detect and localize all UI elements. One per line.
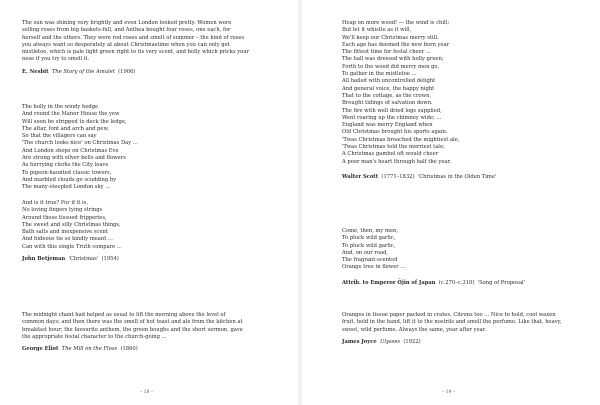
verse-line: So that the villagers can say — [22, 133, 97, 140]
author-name: Walter Scott — [342, 173, 379, 180]
work-title: 'Christmas in the Olden Time' — [417, 173, 497, 180]
verse-line: We'll keep our Christmas merry still. — [342, 34, 439, 41]
verse-line: Brought tidings of salvation down. — [342, 100, 433, 107]
work-title: Ulysses — [380, 338, 401, 345]
attribution — [342, 280, 587, 287]
work-year: (1906) — [118, 68, 136, 75]
right-page — [300, 0, 600, 405]
verse-line: The fragrant-scented — [342, 257, 398, 264]
verse-line: To gather in the mistletoe ... — [342, 71, 417, 78]
work-year: (1922) — [403, 338, 421, 345]
prose-line: you always want so desperately at about Christmastime when you can only get — [22, 41, 230, 48]
verse-line: The many-steepled London sky ... — [22, 184, 111, 191]
prose-line: The midnight chant had helped as usual to lift the morning above the level of — [22, 312, 226, 318]
author-dates: (1771–1832) — [381, 173, 415, 180]
verse-line: To pigeon-haunted classic towers, — [22, 169, 112, 176]
verse-line: Heap on more wood! — the wind is chill; — [342, 20, 450, 26]
verse-line: And marbled clouds go scudding by — [22, 176, 117, 183]
page-number: – 18 – — [140, 390, 154, 395]
eliot-excerpt — [22, 312, 284, 353]
work-year: (1954) — [101, 256, 119, 263]
verse-line: To pluck wild garlic, — [342, 235, 396, 242]
work-title: The Mill on the Floss — [61, 346, 118, 353]
attribution — [342, 339, 587, 346]
verse-line: Around those tissued fripperies, — [22, 214, 107, 221]
verse-line: 'Twas Christmas told the merriest tale; — [342, 144, 445, 151]
verse-line: And, on our road, — [342, 249, 389, 256]
verse-line: All hailed with uncontrolled delight — [342, 78, 436, 85]
verse-line: Old Christmas brought his sports again. — [342, 129, 448, 136]
verse-line: Each age has deemed the new born year — [342, 41, 450, 48]
attribution — [22, 256, 284, 263]
circa-mark: c. — [440, 279, 446, 286]
verse-line: England was merry England when — [342, 122, 433, 129]
verse-line: The fittest time for festal cheer ... — [342, 49, 431, 56]
author-name: E. Nesbit — [22, 68, 49, 75]
author-name: George Eliot — [22, 346, 59, 353]
prose-line: the appropriate festal character to the church-going ... — [22, 333, 167, 340]
verse-line: Went roaring up the chimney wide; ... — [342, 114, 442, 121]
verse-line: And hideous tie so kindly meant ... — [22, 236, 113, 243]
verse-line: No loving fingers tying strings — [22, 207, 103, 214]
author-dates: 270–c.310) — [445, 279, 475, 286]
verse-line: But let it whistle as it will, — [342, 27, 412, 34]
verse-line: The altar, font and arch and pew, — [22, 125, 109, 132]
verse-line: 'The church looks nice' on Christmas Day ... — [22, 140, 138, 147]
nesbit-excerpt — [22, 20, 284, 76]
verse-line: Come, then, my men, — [342, 228, 398, 234]
prose-line: common days; and then there was the smell of hot toast and ale from the kitchen at — [22, 319, 243, 326]
verse-line: To pluck wild garlic, — [342, 242, 396, 249]
verse-line: A poor man's heart through half the year. — [342, 158, 452, 165]
verse-line: Will soon be stripped to deck the ledge, — [22, 118, 127, 125]
verse-line: The holly in the windy hedge — [22, 104, 99, 110]
verse-line: Forth to the wood did merry men go, — [342, 63, 440, 70]
author-dates-prefix: ( — [438, 279, 441, 286]
verse-line: The sweet and silly Christmas things, — [22, 221, 121, 228]
verse-line: Can with this single Truth compare ... — [22, 243, 122, 250]
prose-line: fruit, hold in the hand, lift it to the nostrils and smell the perfume. Like that, heavy, — [342, 319, 562, 326]
prose-line: The sun was shining very brightly and even London looked pretty. Women were — [22, 20, 232, 26]
attribution — [342, 174, 587, 181]
attribution — [22, 346, 284, 353]
prose-line: selling roses from big baskets-full, and Anthea bought four roses, one each, for — [22, 27, 231, 34]
work-title: 'Christmas' — [68, 256, 99, 263]
verse-line: That to the cottage, as the crown, — [342, 92, 432, 99]
verse-line: Bath salts and inexpensive scent — [22, 229, 108, 236]
work-year: (1860) — [120, 346, 138, 353]
work-title: The Story of the Amulet — [51, 68, 115, 75]
verse-line: And general voice, the happy night — [342, 85, 435, 92]
verse-line: Are strung with silver bells and flowers — [22, 155, 126, 162]
verse-line: And round the Manor House the yew — [22, 111, 120, 118]
prose-line: mistletoe, which is pale light green right to its very scent, and holly which pricks your — [22, 49, 250, 56]
author-name: Attrib. to Emperor Ōjin of Japan — [342, 279, 436, 286]
verse-line: And London shops on Christmas Eve — [22, 147, 119, 154]
ojin-poem — [342, 228, 587, 287]
prose-line: Oranges in tissue paper packed in crates. Citrons too ... Nice to hold, cool waxen — [342, 312, 556, 318]
verse-line: The hall was dressed with holly green; — [342, 56, 444, 63]
scott-poem — [342, 20, 587, 181]
author-name: James Joyce — [342, 338, 377, 345]
verse-line: A Christmas gambol oft would cheer — [342, 151, 439, 158]
verse-line: The fire with well dried logs supplied, — [342, 107, 442, 114]
betjeman-stanza-2 — [22, 200, 284, 263]
verse-line: 'Twas Christmas broached the mightiest ale, — [342, 136, 460, 143]
verse-line: And is it true? For if it is, — [22, 200, 88, 206]
work-title: 'Song of Proposal' — [477, 279, 526, 286]
betjeman-stanza-1 — [22, 104, 284, 192]
page-number: – 19 – — [442, 390, 456, 395]
joyce-excerpt — [342, 312, 587, 346]
prose-line: sweet, wild perfume. Always the same, year after year. — [342, 326, 487, 333]
prose-line: breakfast hour; the favourite anthem, the green boughs and the short sermon, gave — [22, 326, 243, 333]
attribution — [22, 69, 284, 76]
verse-line: Orange tree in flower ... — [342, 264, 406, 271]
prose-line: herself and the others. They were red roses and smelt of summer – the kind of roses — [22, 34, 245, 41]
author-name: John Betjeman — [22, 256, 66, 263]
prose-line: nose if you try to smell it. — [22, 56, 90, 63]
verse-line: As hurrying clerks the City leave — [22, 162, 109, 169]
